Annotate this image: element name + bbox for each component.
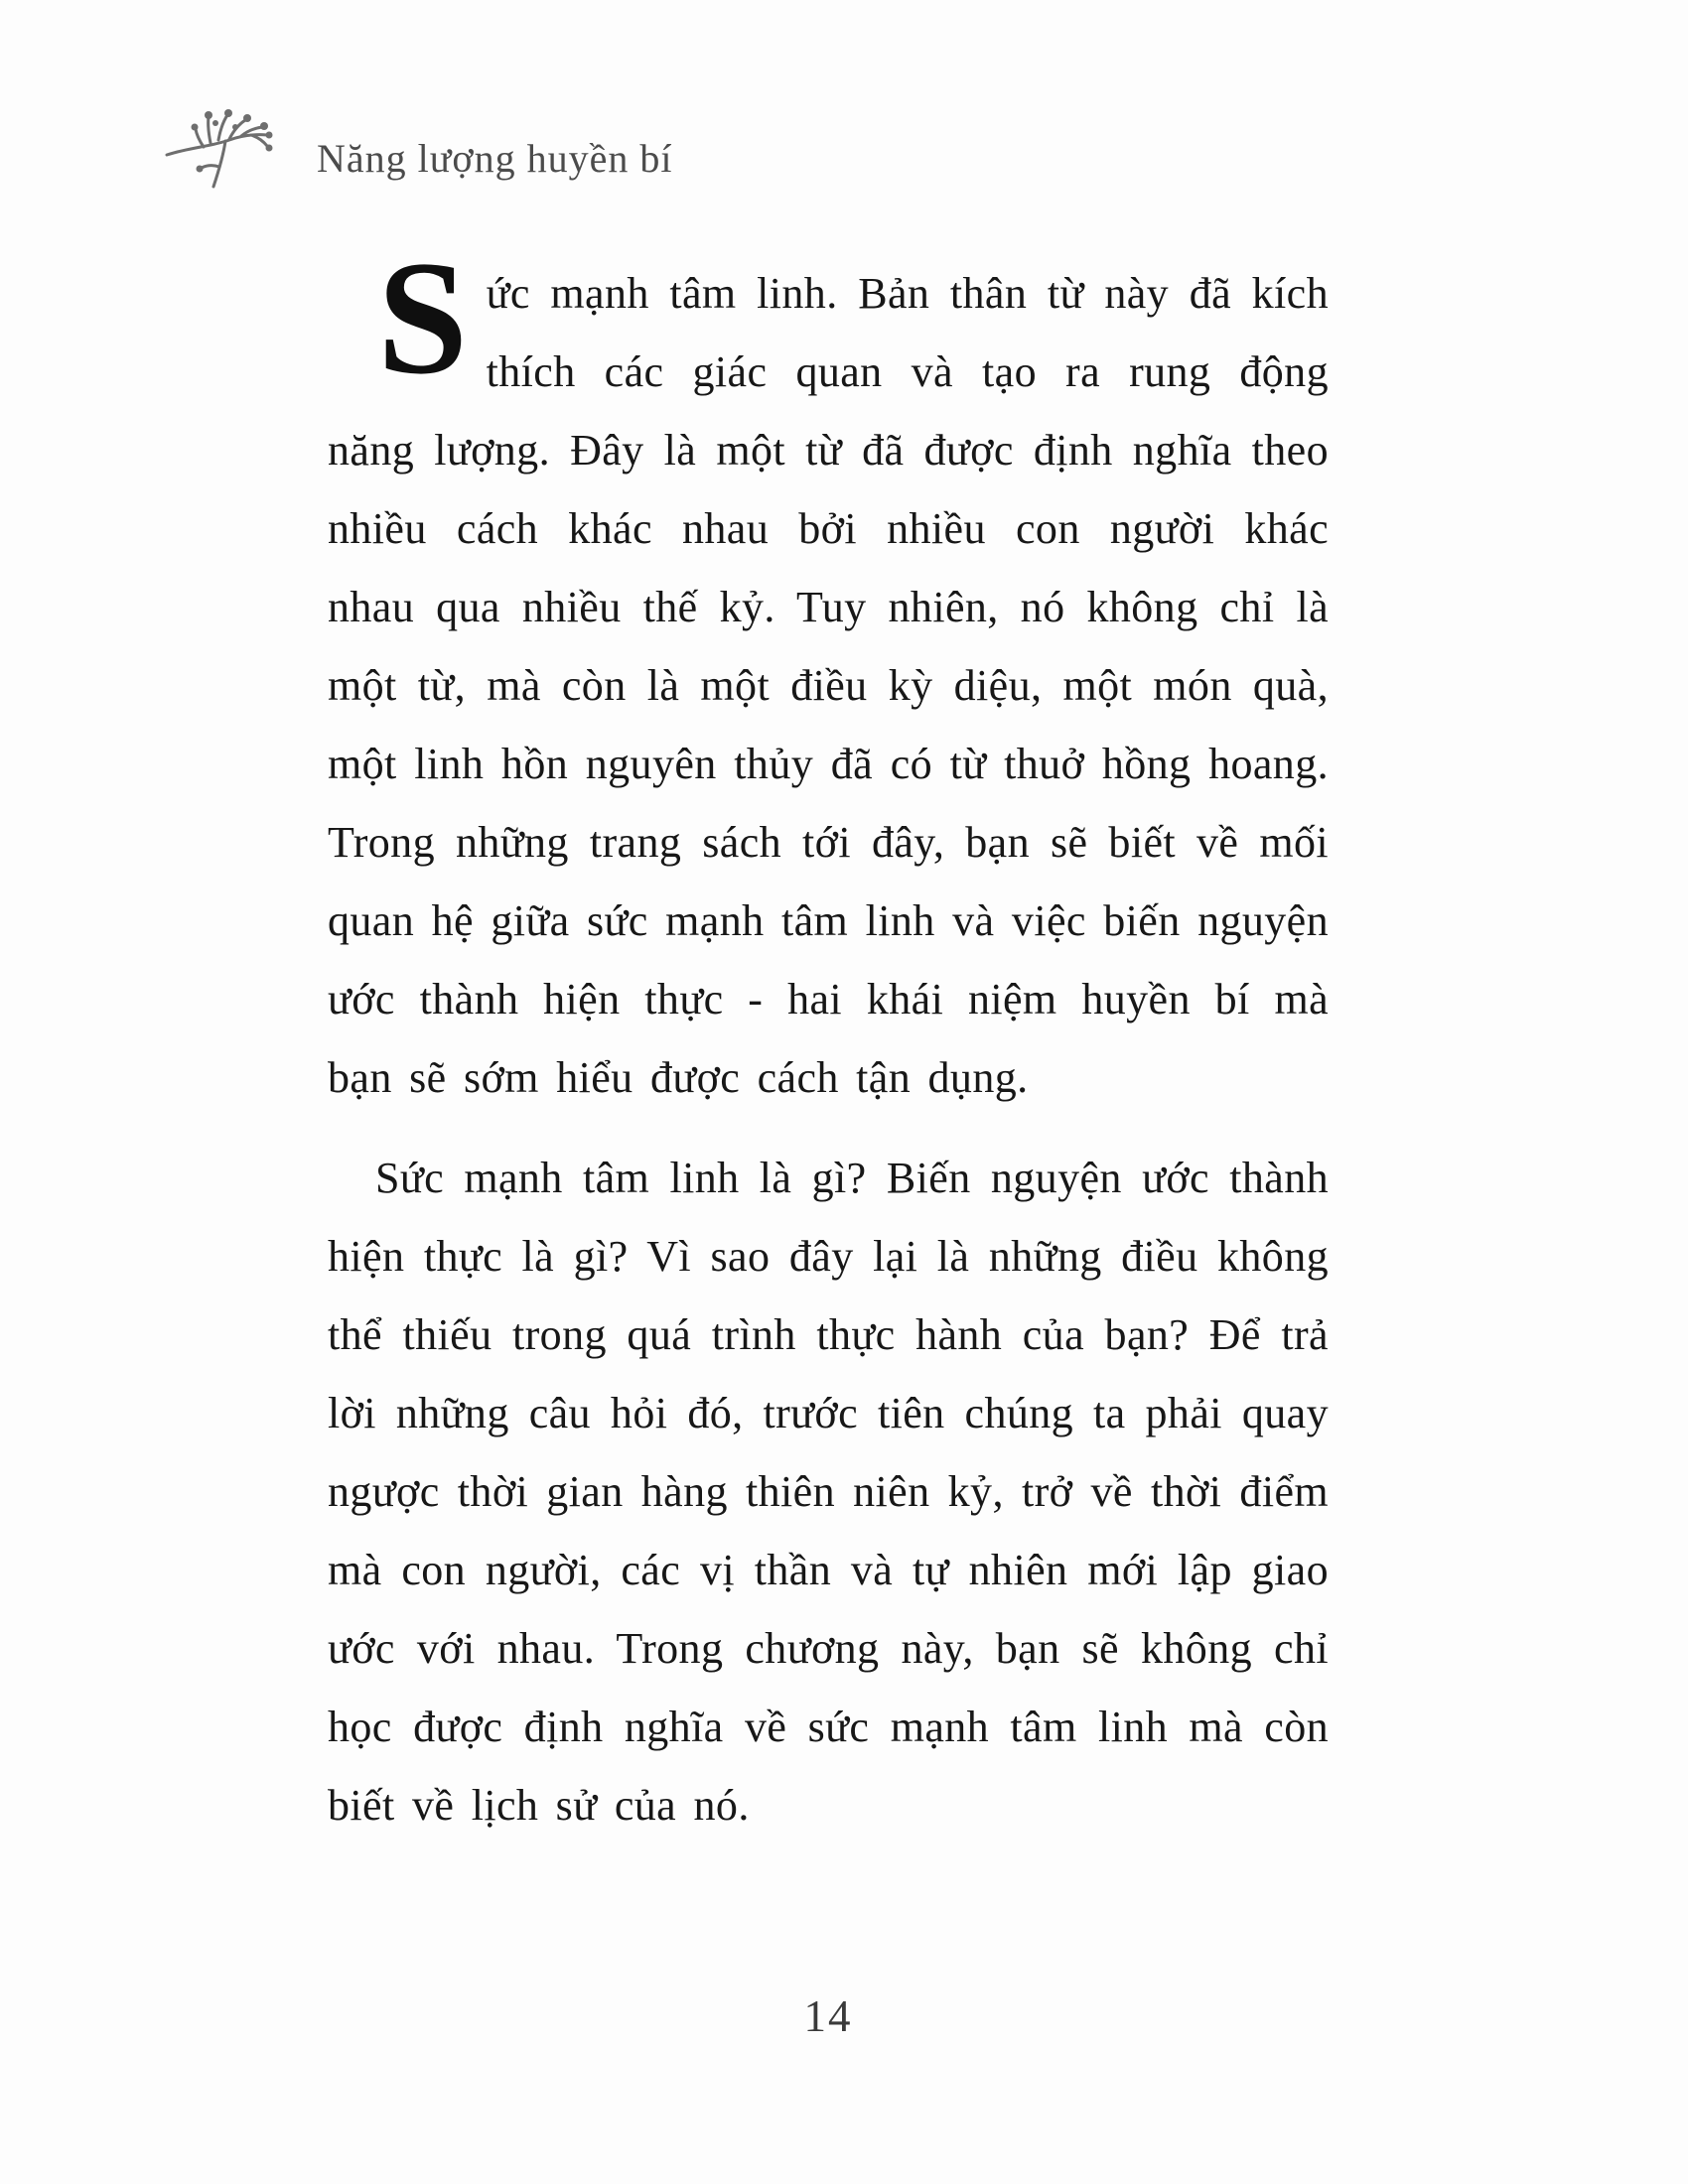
paragraph-1	[328, 228, 1329, 1117]
drop-cap: S	[377, 228, 469, 408]
branch-icon	[164, 107, 301, 191]
page-number: 14	[803, 1991, 853, 2041]
body-text	[328, 228, 1329, 1844]
paragraph-2: Sức mạnh tâm linh là gì? Biến nguyện ước thành hiện thực là gì? Vì sao đây lại là những điều không thể thiếu trong quá trình thực hành của bạn? Để trả lời những câu hỏi đó, trước tiên chúng ta phải quay ngược thời gian hàng thiên niên kỷ, trở về thời điểm mà con người, các vị thần và tự nhiên mới lập giao ước với nhau. Trong chương này, bạn sẽ không chỉ học được định nghĩa về sức mạnh tâm linh mà còn biết về lịch sử của nó.	[328, 1154, 1329, 1830]
page-header	[164, 107, 672, 191]
paragraph-1-text: ức mạnh tâm linh. Bản thân từ này đã kích thích các giác quan và tạo ra rung động năng lượng. Đây là một từ đã được định nghĩa theo nhiều cách khác nhau bởi nhiều con người khác nhau qua nhiều thế kỷ. Tuy nhiên, nó không chỉ là một từ, mà còn là một điều kỳ diệu, một món quà, một linh hồn nguyên thủy đã có từ thuở hồng hoang. Trong những trang sách tới đây, bạn sẽ biết về mối quan hệ giữa sức mạnh tâm linh và việc biến nguyện ước thành hiện thực - hai khái niệm huyền bí mà bạn sẽ sớm hiểu được cách tận dụng.	[328, 269, 1329, 1102]
page-header-title: Năng lượng huyền bí	[317, 135, 673, 181]
